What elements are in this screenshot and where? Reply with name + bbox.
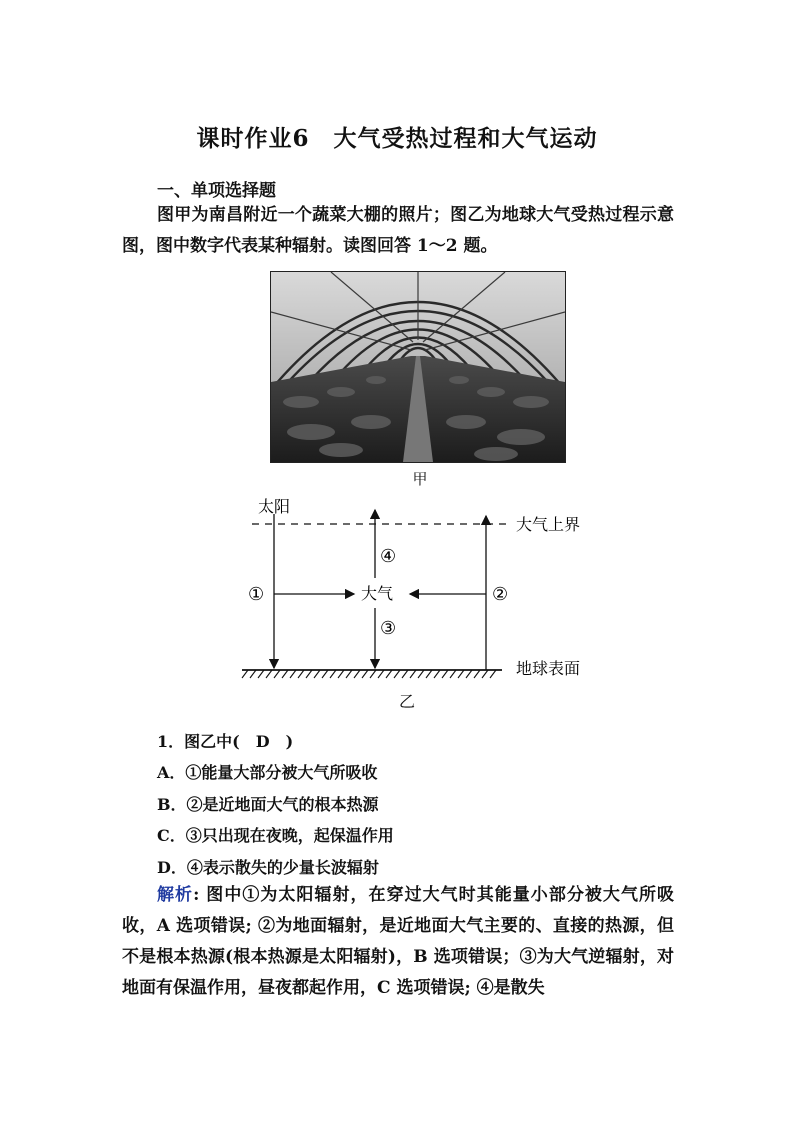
atmosphere-top-label: 大气上界	[516, 515, 581, 534]
analysis-label: 解析	[157, 885, 194, 905]
arrow-3-label: ③	[380, 618, 397, 639]
arrow-2-label: ②	[492, 584, 509, 605]
analysis-paragraph	[122, 880, 674, 1004]
option-d: D．④表示散失的少量长波辐射	[157, 858, 379, 877]
option-c: C．③只出现在夜晚，起保温作用	[157, 826, 394, 845]
atmosphere-label: 大气	[361, 584, 394, 603]
earth-surface-label: 地球表面	[516, 659, 581, 678]
intro-paragraph: 图甲为南昌附近一个蔬菜大棚的照片；图乙为地球大气受热过程示意图，图中数字代表某种辐射。读图回答 1～2 题。	[122, 205, 674, 256]
option-a: A．①能量大部分被大气所吸收	[157, 763, 378, 782]
atmosphere-heating-diagram	[230, 490, 610, 694]
analysis-text: : 图中①为太阳辐射，在穿过大气时其能量小部分被大气所吸收，A 选项错误; ②为地面辐射，是近地面大气主要的、直接的热源，但不是根本热源(根本热源是太阳辐射)，B 选项错误；③为大气逆辐射，对地面有保温作用，昼夜都起作用，C 选项错误; ④是散失	[122, 885, 674, 998]
figure-jia-caption: 甲	[412, 470, 428, 488]
arrow-4-label: ④	[380, 546, 397, 567]
figure-yi-caption: 乙	[398, 692, 415, 711]
arrow-1-label: ①	[248, 584, 265, 605]
question-1-stem: 1．图乙中( D )	[157, 732, 294, 751]
section-heading: 一、单项选择题	[157, 181, 276, 201]
option-b: B．②是近地面大气的根本热源	[157, 795, 379, 814]
page-title: 课时作业6 大气受热过程和大气运动	[196, 125, 598, 152]
sun-label: 太阳	[258, 497, 291, 516]
greenhouse-photo	[270, 271, 566, 463]
